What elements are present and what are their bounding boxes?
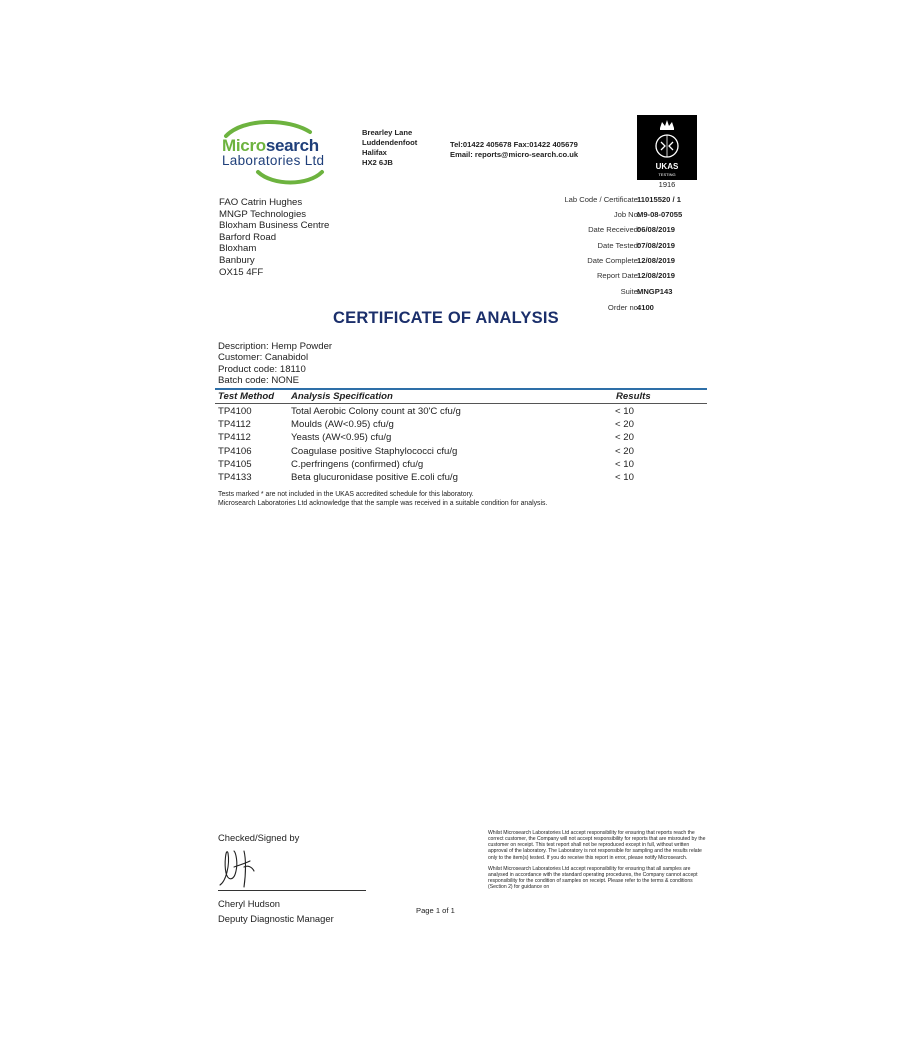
signature-icon (216, 845, 266, 890)
address-line: Brearley Lane (362, 128, 413, 137)
table-header-rule (215, 403, 707, 404)
disclaimer-paragraph: Whilst Microsearch Laboratories Ltd accept responsibility for ensuring that all samples are analysed in accordance with the standard operating procedures, the Company cannot accept responsibility for the condition of samples on receipt. Please refer to the terms & conditions (Section 2) for guidance on (488, 865, 698, 891)
signer-title: Deputy Diagnostic Manager (218, 913, 334, 924)
ukas-note: Tests marked * are not included in the UKAS accredited schedule for this laboratory. (218, 491, 474, 498)
microsearch-logo (218, 120, 336, 188)
header-analysis-spec: Analysis Specification (291, 391, 393, 402)
phone-fax: Tel:01422 405678 Fax:01422 405679 (450, 140, 578, 149)
lab-address (362, 128, 417, 168)
recipient-line: Bloxham (219, 243, 257, 255)
table-top-rule (215, 388, 707, 390)
email: Email: reports@micro-search.co.uk (450, 150, 579, 159)
sample-description: Description: Hemp Powder (218, 341, 333, 352)
recipient-address (219, 197, 329, 278)
page-title: CERTIFICATE OF ANALYSIS (333, 309, 559, 327)
report-notes (218, 491, 547, 508)
ukas-text: UKAS (655, 162, 679, 171)
lab-contact (450, 140, 578, 160)
signer-block (218, 896, 334, 926)
ukas-badge (637, 115, 697, 180)
recipient-line: Bloxham Business Centre (219, 220, 330, 232)
address-line: Halifax (362, 148, 387, 157)
table-row: TP4105 C.perfringens (confirmed) cfu/g < 10 (218, 458, 634, 470)
results-table (218, 406, 708, 485)
signature (216, 845, 266, 890)
page-number: Page 1 of 1 (416, 906, 455, 915)
header-results: Results (616, 391, 651, 402)
table-row: TP4133 Beta glucuronidase positive E.coli cfu/g < 10 (218, 471, 634, 483)
crown-icon (637, 115, 697, 180)
disclaimer-paragraph: Whilst Microsearch Laboratories Ltd accept responsibility for ensuring that reports reach the correct customer, the Company will not accept responsibility for reports that are misrouted by the customer on receipt. This test report shall not be reproduced except in full, without written approval of the laboratory. The Laboratory is not responsible for sampling and the results relate only to the item(s) tested. If you do receive this report in error, please notify Microsearch. (488, 830, 706, 861)
recipient-line: FAO Catrin Hughes (219, 197, 303, 208)
recipient-line: Banbury (219, 254, 255, 266)
logo-name: Microsearch (222, 136, 319, 155)
table-row: TP4112 Yeasts (AW<0.95) cfu/g < 20 (218, 432, 634, 444)
sample-batch-code: Batch code: NONE (218, 375, 300, 387)
sample-customer: Customer: Canabidol (218, 352, 309, 364)
sample-product-code: Product code: 18110 (218, 363, 306, 375)
header-test-method: Test Method (218, 391, 275, 402)
signer-name: Cheryl Hudson (218, 898, 281, 909)
sample-details (218, 341, 332, 387)
recipient-line: OX15 4FF (219, 266, 264, 278)
checked-signed-label: Checked/Signed by (218, 832, 300, 843)
disclaimer (488, 830, 710, 895)
ukas-number: 1916 (658, 180, 676, 189)
recipient-line: Barford Road (219, 231, 277, 243)
ukas-subtext: TESTING (658, 172, 676, 177)
address-line: HX2 6JB (362, 158, 393, 167)
signature-line (218, 890, 366, 891)
table-row: TP4106 Coagulase positive Staphylococci cfu/g < 20 (218, 445, 634, 457)
table-row: TP4112 Moulds (AW<0.95) cfu/g < 20 (218, 419, 634, 431)
recipient-line: MNGP Technologies (219, 208, 307, 220)
table-row: TP4100 Total Aerobic Colony count at 30'C cfu/g < 10 (218, 406, 634, 417)
address-line: Luddendenfoot (362, 138, 418, 147)
logo-subname: Laboratories Ltd (222, 153, 325, 168)
condition-note: Microsearch Laboratories Ltd acknowledge that the sample was received in a suitable condition for analysis. (218, 499, 548, 507)
